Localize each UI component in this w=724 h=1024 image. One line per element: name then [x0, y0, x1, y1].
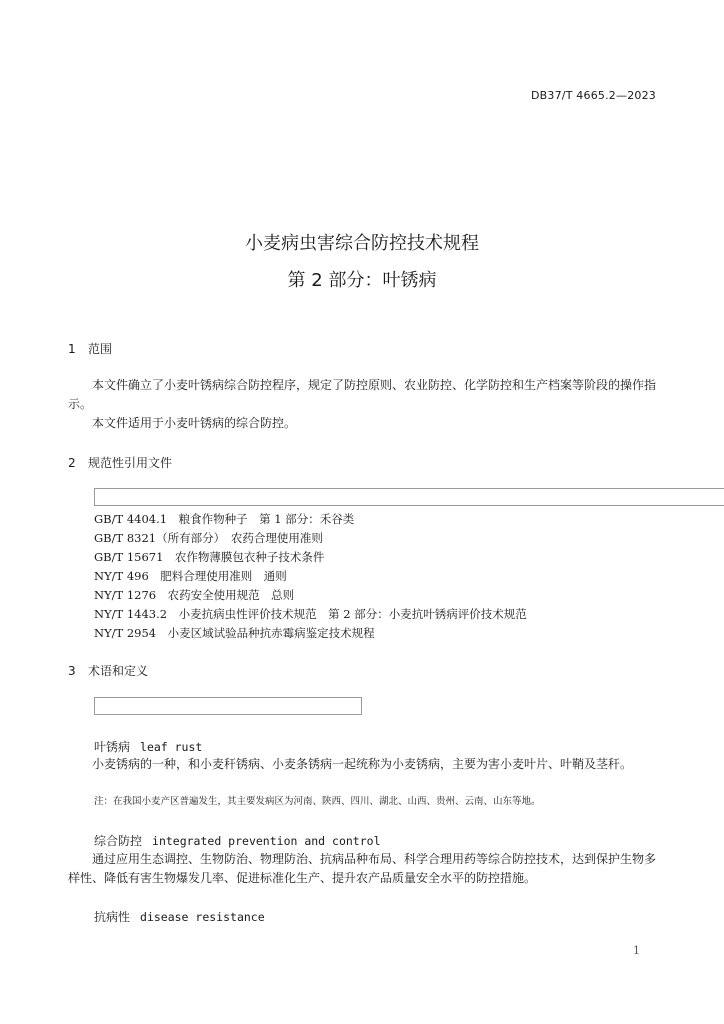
section-heading-normative-refs — [68, 454, 172, 471]
intro-text-box — [94, 697, 362, 715]
definition-text: 通过应用生态调控、生物防治、物理防治、抗病品种布局、科学合理用药等综合防控技术，达到保护生物多样性、降低有害生物爆发几率、促进标准化生产、提升农产品质量安全水平的防控措施。 — [68, 852, 657, 885]
section-title: 规范性引用文件 — [88, 456, 173, 470]
document-number: DB37/T 4665.2—2023 — [530, 89, 656, 102]
document-subtitle: 第 2 部分：叶锈病 — [287, 270, 437, 291]
paragraph: 本文件适用于小麦叶锈病的综合防控。 — [92, 416, 297, 430]
document-title: 小麦病虫害综合防控技术规程 — [245, 233, 479, 254]
paragraph: 本文件确立了小麦叶锈病综合防控程序，规定了防控原则、农业防控、化学防控和生产档案等阶段的操作指示。 — [68, 378, 657, 411]
reference-item: GB/T 15671 农作物薄膜包衣种子技术条件 — [94, 550, 325, 564]
term-chinese: 抗病性 — [94, 910, 131, 924]
scope-body — [68, 376, 658, 433]
reference-list — [94, 510, 527, 643]
section-number: 3 — [68, 664, 76, 678]
term-english: integrated prevention and control — [152, 834, 381, 848]
term-chinese: 叶锈病 — [94, 740, 131, 754]
reference-item: NY/T 1443.2 小麦抗病虫性评价技术规范 第 2 部分：小麦抗叶锈病评价技术规范 — [94, 607, 527, 621]
term-note: 注：在我国小麦产区普遍发生，其主要发病区为河南、陕西、四川、湖北、山西、贵州、云南、山东等地。 — [94, 796, 541, 807]
reference-item: NY/T 2954 小麦区域试验品种抗赤霉病鉴定技术规程 — [94, 626, 375, 640]
term-definition — [68, 755, 658, 774]
term-heading — [94, 908, 265, 925]
section-title: 术语和定义 — [88, 664, 149, 678]
term-heading — [94, 832, 381, 849]
section-number: 1 — [68, 342, 76, 356]
section-heading-scope — [68, 340, 112, 357]
term-chinese: 综合防控 — [94, 834, 143, 848]
reference-item: GB/T 8321（所有部分） 农药合理使用准则 — [94, 531, 323, 545]
intro-text-box — [94, 488, 724, 506]
section-title: 范围 — [88, 342, 113, 356]
reference-item: NY/T 496 肥料合理使用准则 通则 — [94, 569, 287, 583]
reference-item: GB/T 4404.1 粮食作物种子 第 1 部分：禾谷类 — [94, 512, 355, 526]
term-definition — [68, 850, 658, 888]
reference-item: NY/T 1276 农药安全使用规范 总则 — [94, 588, 295, 602]
term-english: disease resistance — [140, 910, 265, 924]
section-heading-terms — [68, 662, 148, 679]
page-number: 1 — [633, 944, 640, 957]
definition-text: 小麦锈病的一种，和小麦秆锈病、小麦条锈病一起统称为小麦锈病，主要为害小麦叶片、叶鞘及茎秆。 — [92, 757, 633, 771]
section-number: 2 — [68, 456, 76, 470]
term-heading — [94, 738, 202, 755]
term-english: leaf rust — [140, 740, 203, 754]
